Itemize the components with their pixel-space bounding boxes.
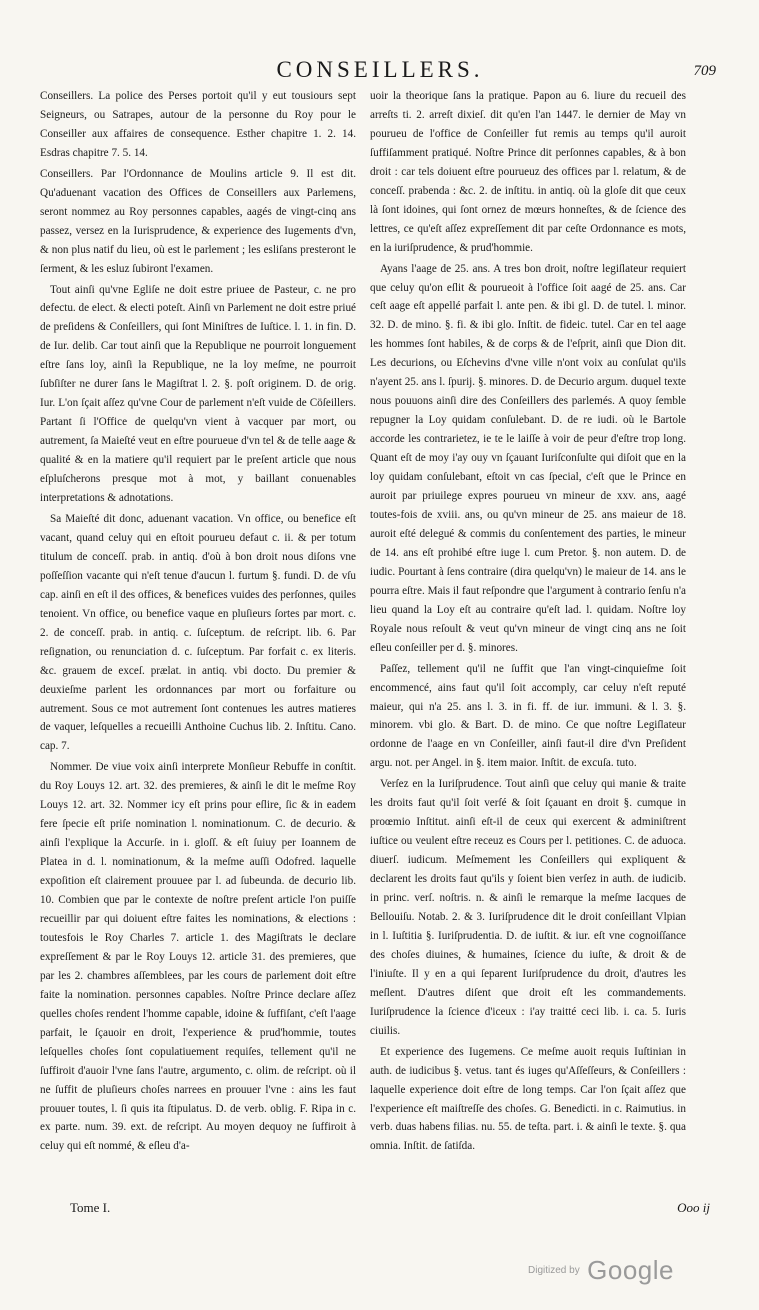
running-title: CONSEILLERS. xyxy=(276,57,484,82)
paragraph-perses: Conseillers. La police des Perses portoit qu'il y eut tousiours sept Seigneurs, ou Satrapes, autour de la personne du Roy pour le Conseiller aux affaires de consequence. Esther chapitre 1. 2. 14. Esdras chapitre 7. 5. 14. xyxy=(40,90,356,159)
paragraph-ordonnance-moulins: Conseillers. Par l'Ordonnance de Moulins article 9. Il est dit. Qu'aduenant vacation des Offices de Conseillers aux Parlemens, seront nommez au Roy personnes capables, aagés de vingt-cinq ans passez, versez en la Iurisprudence, & experience des Iugements d'vn, & non plus natif du lieu, où est le parlement ; les esliſans presteront le ſerment, & les esluz ſubiront l'examen. xyxy=(40,167,356,275)
paragraph-aage: Ayans l'aage de 25. ans. A tres bon droit, noſtre legiſlateur requiert que celuy qu'on eſlit & pourueoit à l'office ſoit aagé de 25. ans. Car ceſt aage eſt appellé parfait l. ante pen. & ibi gl. D. de tutel. l. minor. 32. D. de mino. §. fi. & ibi glo. Inſtit. de fideic. tutel. Car en tel aage les hommes ſont habiles, & de corps & de l'eſprit, ainſi que Dion dit. Les decurions, ou Eſchevins d'vne ville n'ont voix au conſulat qu'ils n'ayent 25. ans l. ſpurij. §. minores. D. de Decurio argum. duquel texte nous pouuons ainſi dire des Conſeillers des parlemés. A quoy ſemble repugner la Loy quidam conſulebant. D. de re iudi. où le Bartole accorde les contrarietez, ie te le laiſſe à voir de peur d'eſtre trop long. Quant eſt de moy i'ay ouy vn ſçauant Iuriſconſulte qui diſoit que en la loy quidam conſulebant, eſtoit vn cas ſpecial, c'eſt que le Prince en auroit par priuilege expres pourueu vn mineur de xxv. ans, aagé toutes-fois de xviii. ans, ou qu'vn mineur de 25. ans maieur de 18. auroit eſté delegué & commis du conſentement des parties, le mineur de 14. ans eſt prohibé eſtre iuge l. cum Pretor. §. non autem. D. de iudic. Pourtant à ſens contraire (dira quelqu'vn) le maieur de 14. ans le pourra eſtre. Mais il faut reſpondre que l'argument à contrario ſenſu n'a lieu quand la Loy eſt au contraire qu'eſt lad. l. quidam. Noſtre loy Royale nous reſoult & veut qu'vn mineur de vingt cinq ans ne ſoit eſleu conſeiller per d. §. minores. xyxy=(370,262,686,654)
watermark-prefix: Digitized by xyxy=(528,1265,580,1276)
paragraph-vacation: Sa Maieſté dit donc, aduenant vacation. Vn office, ou benefice eſt vacant, quand celuy qui en eſtoit pourueu defaut c. ii. & per totum titulum de conceſſ. prab. in antiq. d'où à bon droit nous diſons vne poſſeſſion vacante qui n'eſt tenue d'aucun l. furtum §. fundi. D. de vſu cap. ainſi en eſt il des offices, & benefices vuides des perſonnes, quiles tenoient. Vn office, ou benefice vaque en pluſieurs ſortes par mort. c. 2. de conceſſ. prab. in antiq. c. ſuſceptum. de reſcript. lib. 6. Par reſignation, ou renunciation d. c. ſuſceptum. Par forfait c. ex literis. &c. grauem de exceſ. prælat. in antiq. vbi docto. Du premier & deuxieſme parlent les ordonnances par mort ou forfaiture ou autrement. Sous ce mot autrement ſont contenues les autres matieres de vaquer, leſquelles a recueilli Anthoine Cuchus lib. 2. Inſtitu. Cano. cap. 7. xyxy=(40,512,356,753)
signature-mark: Ooo ij xyxy=(677,1200,710,1215)
paragraph-nommer: Nommer. De viue voix ainſi interprete Monſieur Rebuffe in conſtit. du Roy Louys 12. art. 32. des premieres, & ainſi le dit le meſme Roy Louys 12. art. 32. Nommer icy eſt prins pour eſlire, ſic & in eadem fere ſpecie eſt priſe nomination l. nominationum. C. de decurio. & ainſi l'explique la Accurſe. in i. gloſſ. & eſt ſuiuy per Ioannem de Platea in d. l. nominationum, & la meſme auſſi Odofred. laquelle expoſition eſt clairement prouuee par l. ad ſubeunda. de decurio lib. 10. Combien que par le contexte de noſtre preſent article l'on puiſſe recueillir par qui doiuent eſtre faites les nominations, & elections : toutesfois le Roy Charles 7. article 1. des Magiſtrats le declare expreſſement & par le Roy Louys 12. article 31. des premieres, que par les 2. chambres aſſemblees, par les cours de parlement doit eſtre faite la nomination. personnes capables. Noſtre Prince declare aſſez quelles choſes rendent l'homme capable, idoine & ſuffiſant, c'eſt l'aage parfait, le ſçauoir en droit, l'experience & prud'hommie, toutes leſquelles choſes ſont copulatiuement requiſes, tellement qu'il ne ſuffiroit d'auoir l'vne ſans l'autre, argumento, c. olim. de reſcript. où il ne ſuffit de pluſieurs choſes narrees en prouuer l'vne : ains les faut prouuer toutes, l. ſi quis ita ſtipulatus. D. de verb. oblig. F. Ripa in c. ex parte. num. 39. ext. de reſcript. Au moyen dequoy ne ſuffiroit à celuy qui eſt nommé, & eſleu d'a- xyxy=(40,761,356,1153)
paragraph-eglise-pasteur: Tout ainſi qu'vne Egliſe ne doit estre priuee de Pasteur, c. ne pro defectu. de elect. & electi poteſt. Ainſi vn Parlement ne doit estre priué de preſidens & Conſeillers, qui ſont Miniſtres de Iuſtice. l. 1. in fin. D. de Iur. delib. Car tout ainſi que la Republique ne pourroit longuement eſtre ſans loy, ainſi la Republique, ne la loy meſme, ne pourroit ſubſiſter ne durer ſans le Magiſtrat l. 2. §. poſt originem. D. de orig. Iur. L'on ſçait aſſez qu'vne Cour de parlement n'eſt vuide de Cöſeillers. Partant ſi l'Office de quelqu'vn vient à vacquer par mort, ou autrement, ſa Maieſté veut en eſtre pourueue d'vn tel & de telle aage & qualité & en la matiere qu'il requiert par le preſent article que nous eſpluſcherons presque mot à mot, y baillant conuenables interpretations & adnotations. xyxy=(40,283,356,505)
google-logo: Google xyxy=(587,1255,674,1285)
page-number: 709 xyxy=(693,63,716,79)
left-column xyxy=(40,87,356,1158)
volume-label: Tome I. xyxy=(70,1200,111,1215)
right-column xyxy=(370,87,686,1158)
paragraph-experience: Et experience des Iugemens. Ce meſme auoit requis Iuſtinian in auth. de iudicibus §. vetus. tant és iuges qu'Aſſeſſeurs, & Conſeillers : laquelle experience doit eſtre de long temps. Car l'on ſçait aſſez que l'experience eſt maiſtreſſe des choſes. G. Benedicti. in c. Raimutius. in verb. duas habens filias. nu. 55. de teſta. part. i. & ainſi le texte. §. qua omnia. Inſtit. de ſatiſda. xyxy=(370,1045,686,1153)
paragraph-pratique: uoir la theorique ſans la pratique. Papon au 6. liure du recueil des arreſts ti. 2. arreſt dixieſ. dit qu'en l'an 1447. le dernier de May vn pourueu de l'office de Conſeiller fut remis au temps qu'il auroit ſuffiſamment pratiqué. Noſtre Prince dit perſonnes capables, & à bon droit : car tels doiuent eſtre pourueuz des offices par l. relatum, & de conceſſ. prabenda : &c. 2. de inſtitu. in antiq. où la gloſe dit que ceux là ſont idoines, qui ſont ornez de mœurs honneſtes, & de ſcience des lettres, ce qu'eſt aſſez expreſſement dit par ceſte Ordonnance es mots, en la iuriſprudence, & prud'hommie. xyxy=(370,90,686,254)
page-footer xyxy=(40,1200,720,1230)
paragraph-iurisprudence: Verſez en la Iuriſprudence. Tout ainſi que celuy qui manie & traite les droits faut qu'il ſoit verſé & ſoit ſçauant en droit §. cumque in proœmio Inſtitut. ainſi eſt-il de ceux qui exercent & adminiſtrent iuſtice ou veulent eſtre receuz es Cours per l. petitiones. C. de aduoca. diuerſ. iudicum. Meſmement les Conſeillers qui expliquent & declarent les droits faut qu'ils y ſoient bien verſez in auth. de iudicib. in princ. verſ. noſtris. n. & ainſi le remarque la meſme Iacques de Bellouiſu. Notab. 2. & 3. Iuriſprudence dit le droit conſeillant Vlpian in l. Iuſtitia §. Iuriſprudentia. D. de iuſtit. & iur. eſt vne cognoiſſance des choſes diuines, & humaines, ſcience du iuſte, & droit & de l'iniuſte. Il y en a qui ſeparent Iuriſprudence du droit, d'autres les meſlent. D'autres diſent que droit eſt les commandements. Iuriſprudence la ſcience d'iceux : i'ay traitté ceci lib. i. ca. 5. Iuris ciuilis. xyxy=(370,778,686,1037)
paragraph-passez: Paſſez, tellement qu'il ne ſuffit que l'an vingt-cinquieſme ſoit encommencé, ains faut qu'il ſoit accomply, car celuy n'eſt reputé maieur, qui n'a 25. ans l. 3. in fi. ff. de iur. immuni. & l. 3. §. minorem. vbi glo. & Bart. D. de mino. Ce que noſtre Legiſlateur ordonne de l'aage en vn Conſeiller, ainſi faut-il dire d'vn Preſident argu. not. per Angel. in §. item maior. Inſtit. de excuſa. tuto. xyxy=(370,662,686,770)
page-header xyxy=(40,57,720,87)
digitized-watermark xyxy=(528,1255,674,1286)
